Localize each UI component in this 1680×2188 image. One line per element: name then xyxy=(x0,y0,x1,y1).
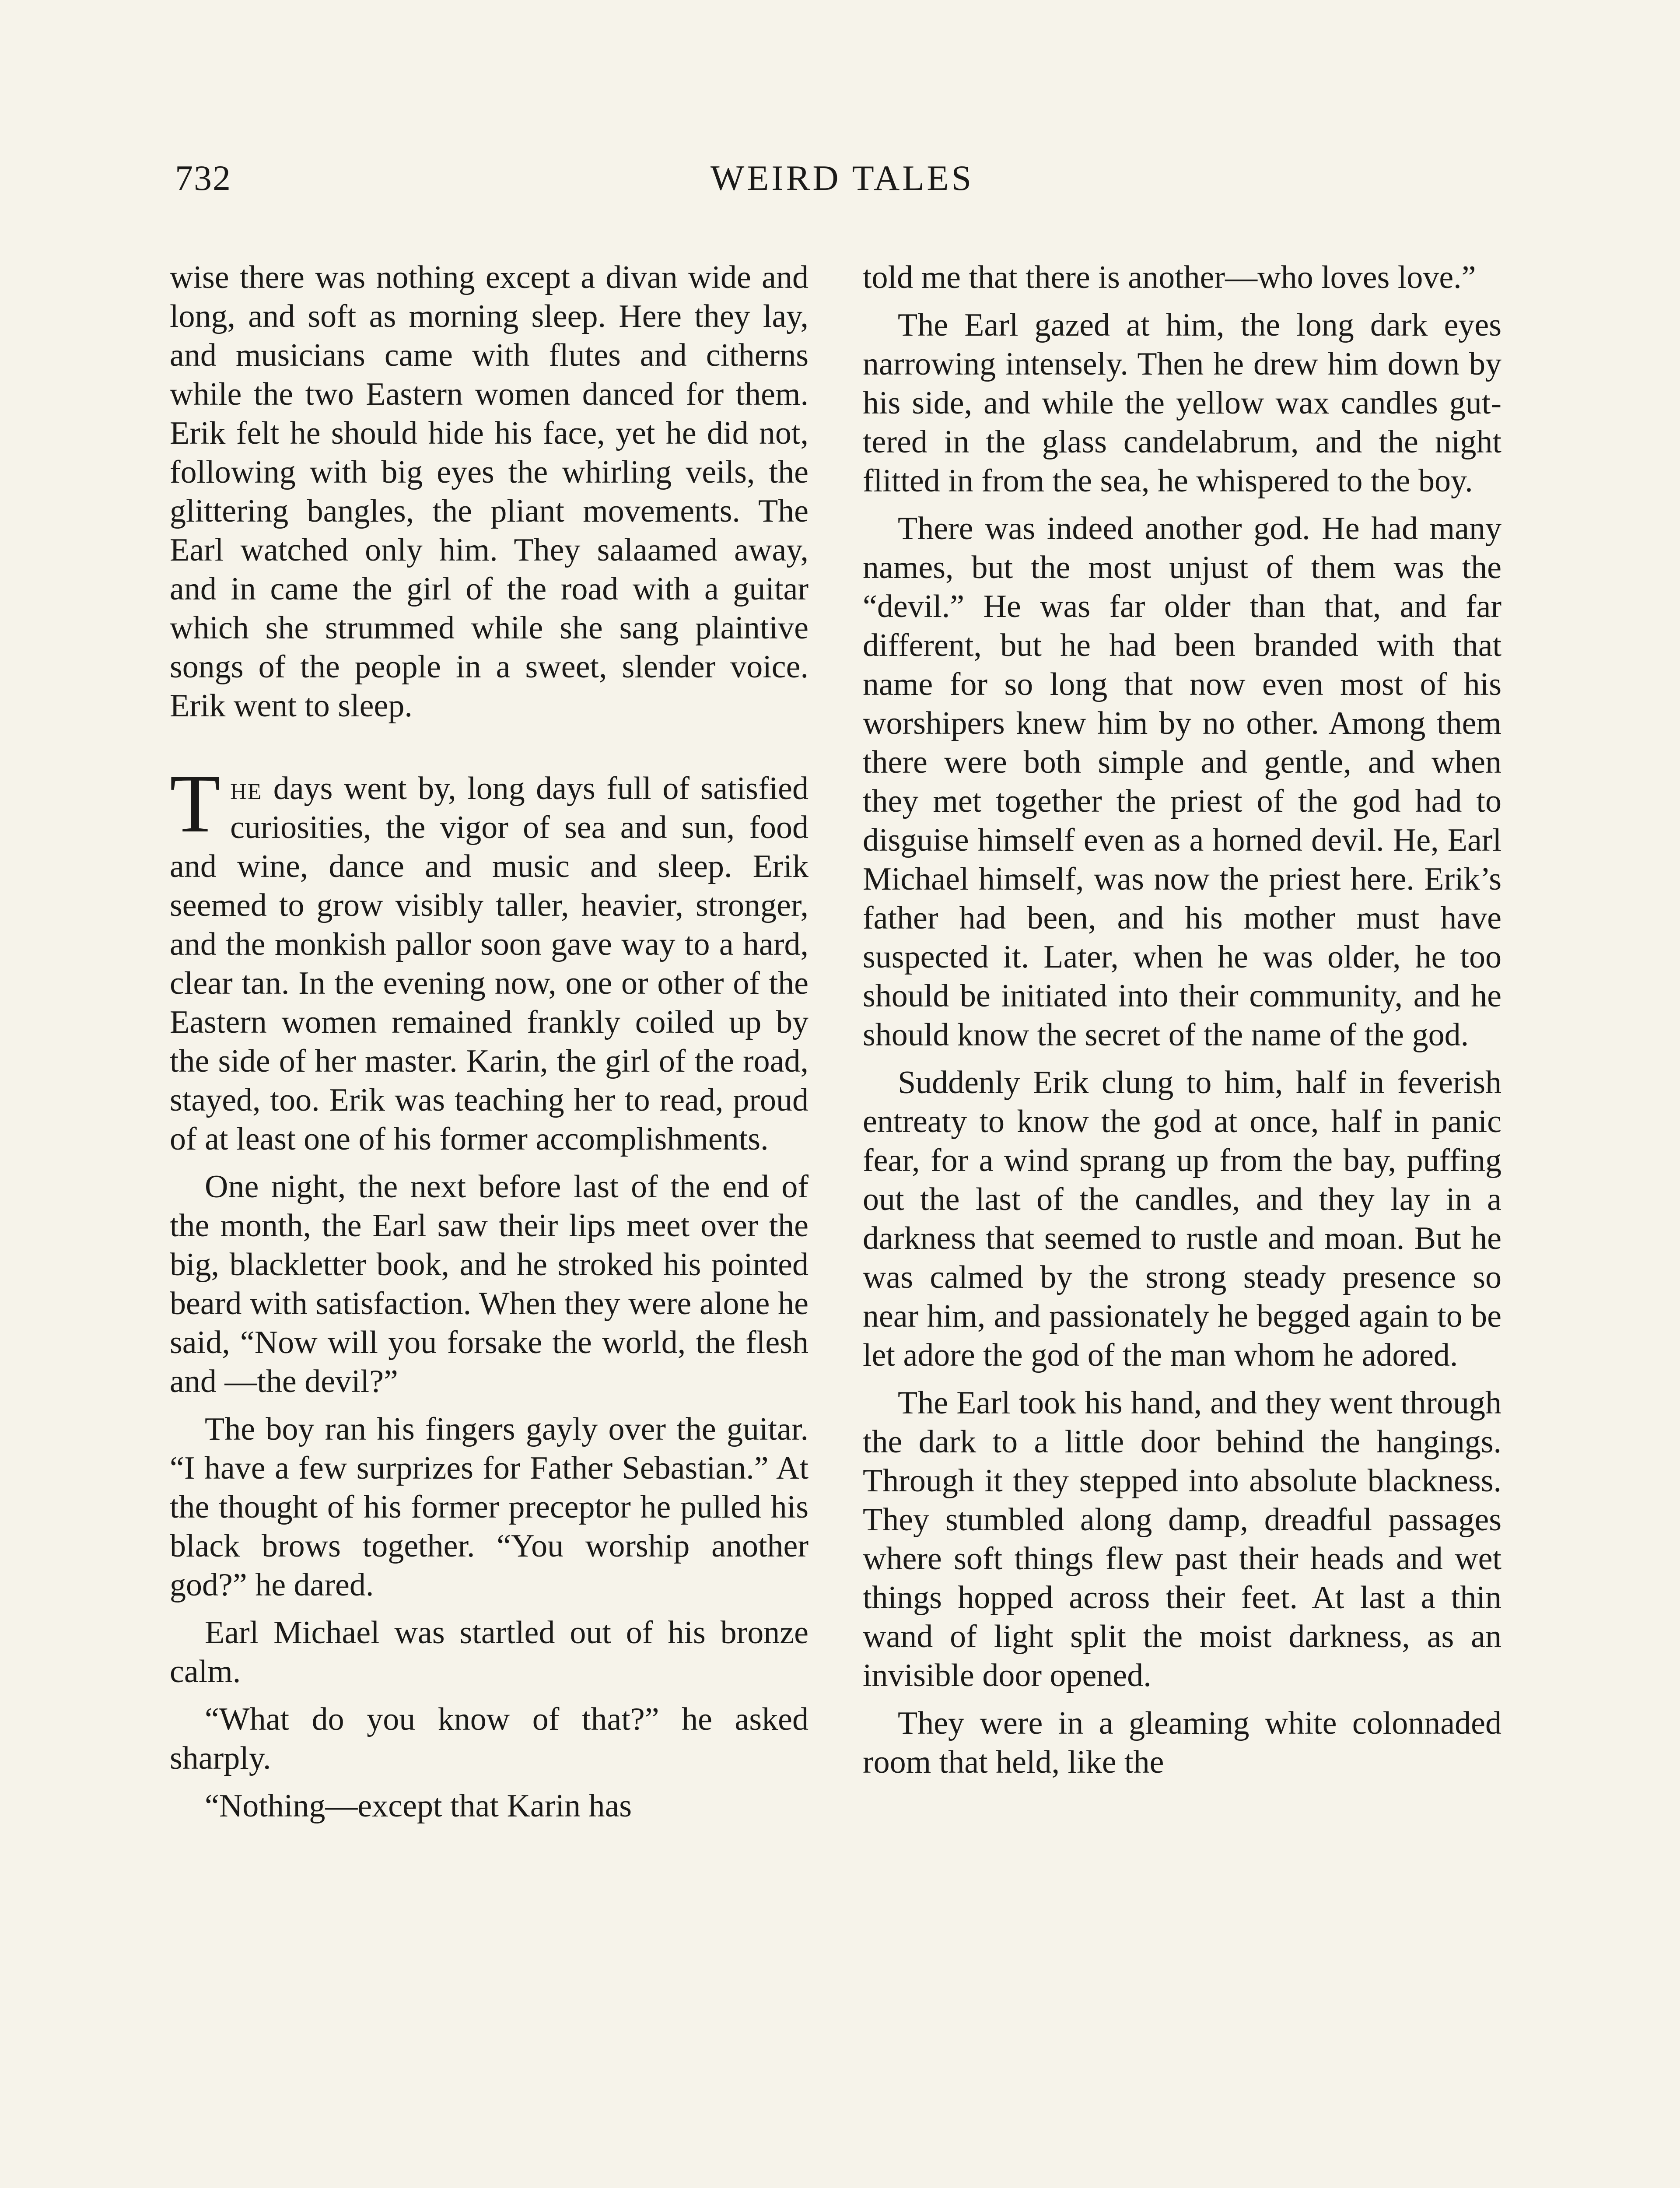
paragraph: The Earl took his hand, and they went through the dark to a little door behind the hangings. Through it they stepped into absolute blackness. They stumbled along damp, dreadful passages where soft things flew past their heads and wet things hopped across their feet. At last a thin wand of light split the moist darkness, as an invisible door opened. xyxy=(863,1385,1502,1694)
paragraph: One night, the next before last of the end of the month, the Earl saw their lips meet over the big, blackletter book, and he stroked his pointed beard with satisfaction. When they were alone he said, “Now will you forsake the world, the flesh and —the devil?” xyxy=(170,1169,808,1399)
paragraph: They were in a gleaming white colonnaded room that held, like the xyxy=(863,1705,1502,1780)
page-header xyxy=(175,158,1509,206)
page-number: 732 xyxy=(175,158,231,198)
drop-cap: T xyxy=(170,758,221,850)
running-title: WEIRD TALES xyxy=(710,158,974,198)
paragraph: Suddenly Erik clung to him, half in feverish entreaty to know the god at once, half in panic fear, for a wind sprang up from the bay, puffing out the last of the candles, and they lay in a darkness that seemed to rustle and moan. But he was calmed by the strong steady presence so near him, and passionately he begged again to be let adore the god of the man whom he adored. xyxy=(863,1065,1502,1373)
paragraph: The Earl gazed at him, the long dark eyes narrowing intensely. Then he drew him down by his side, and while the yellow wax candles guttered in the glass candelabrum, and the night flitted in from the sea, he whispered to the boy. xyxy=(863,307,1502,499)
paragraph: The boy ran his fingers gayly over the guitar. “I have a few surprizes for Father Sebastian.” At the thought of his former preceptor he pulled his black brows together. “You worship another god?” he dared. xyxy=(170,1411,808,1603)
section-opening-paragraph xyxy=(170,758,808,1159)
paragraph: “What do you know of that?” he asked sharply. xyxy=(170,1701,808,1776)
small-caps-lead: he xyxy=(230,771,262,806)
section-break xyxy=(170,734,808,769)
paragraph: “Nothing—except that Karin has xyxy=(205,1788,632,1824)
paragraph: Earl Michael was startled out of his bronze calm. xyxy=(170,1615,808,1690)
section-opening-text: days went by, long days full of satisfied curiosities, the vigor of sea and sun, food and wine, dance and music and sleep. Erik seemed to grow visibly taller, heavier, stronger, and the monkish pallor soon gave way to a hard, clear tan. In the evening now, one or other of the Eastern women remained frankly coiled up by the side of her master. Karin, the girl of the road, stayed, too. Erik was teaching her to read, proud of at least one of his former accomplishments. xyxy=(170,771,808,1157)
paragraph: wise there was nothing except a divan wide and long, and soft as morning sleep. Here they lay, and musicians came with flutes and citherns while the two Eastern women danced for them. Erik felt he should hide his face, yet he did not, following with big eyes the whirling veils, the glittering bangles, the pliant movements. The Earl watched only him. They salaamed away, and in came the girl of the road with a guitar which she strummed while she sang plaintive songs of the people in a sweet, slender voice. Erik went to sleep. xyxy=(170,259,808,724)
paragraph: told me that there is another—who loves love.” xyxy=(863,259,1476,295)
paragraph: There was indeed another god. He had many names, but the most unjust of them was the “devil.” He was far older than that, and far different, but he had been branded with that name for so long that now even most of his worshipers knew him by no other. Among them there were both simple and gentle, and when they met together the priest of the god had to disguise himself even as a horned devil. He, Earl Michael himself, was now the priest here. Erik’s father had been, and his mother must have suspected it. Later, when he was older, he too should be initiated into their community, and he should know the secret of the name of the god. xyxy=(863,511,1502,1053)
right-column xyxy=(863,258,1502,1791)
left-column xyxy=(170,258,808,1834)
